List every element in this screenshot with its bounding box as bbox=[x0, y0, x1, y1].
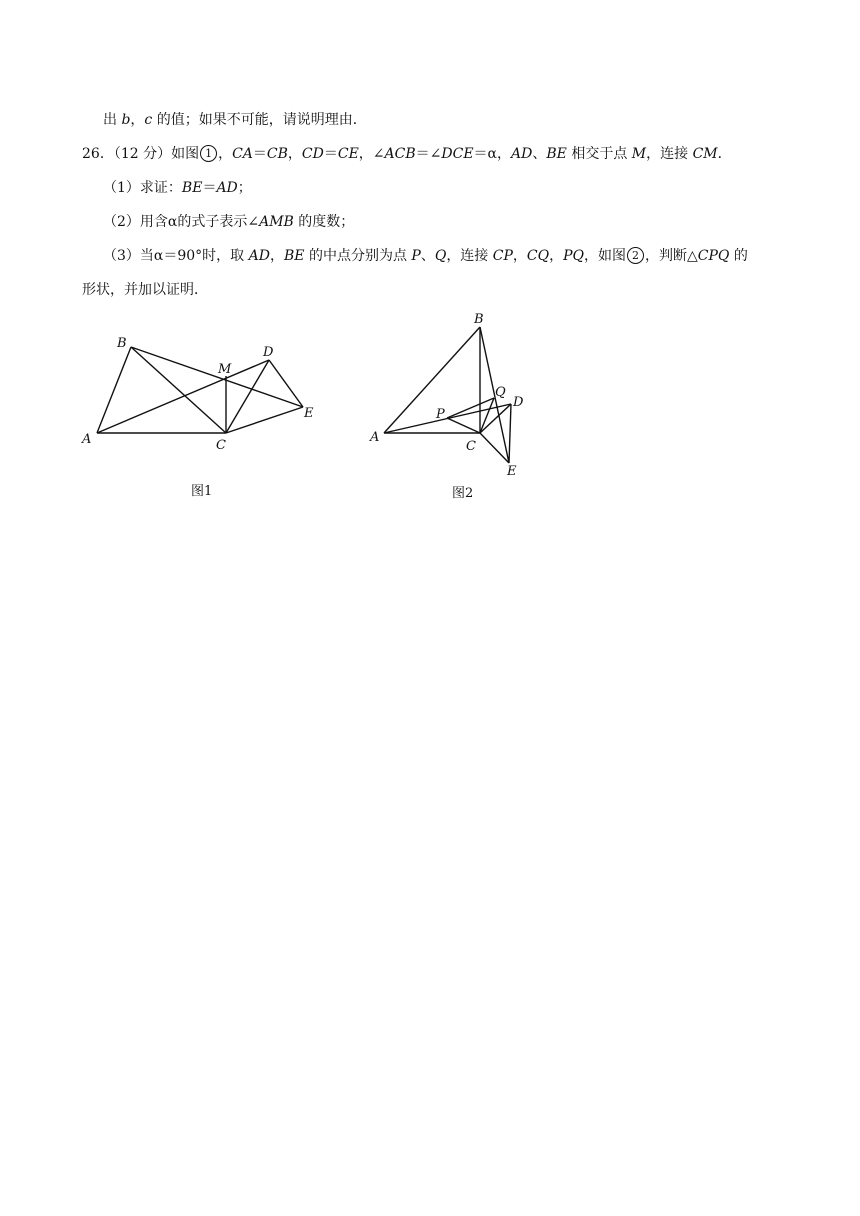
math-variable: CM bbox=[692, 146, 718, 162]
math-variable: PQ bbox=[563, 248, 585, 264]
math-variable: AD bbox=[216, 180, 238, 196]
label-D: D bbox=[513, 395, 524, 410]
math-variable: CQ bbox=[526, 248, 550, 264]
text: ， bbox=[512, 248, 527, 264]
text: （1）求证： bbox=[103, 180, 182, 196]
circled-number-1: 1 bbox=[200, 145, 217, 162]
label-C: C bbox=[466, 439, 476, 454]
text: ＝ bbox=[202, 180, 217, 196]
text: 相交于点 bbox=[566, 146, 632, 162]
segment-DE bbox=[269, 360, 303, 407]
math-variable: CA bbox=[232, 146, 253, 162]
text: ＝ bbox=[323, 146, 338, 162]
text: ，连接 bbox=[646, 146, 693, 162]
segment-AB bbox=[384, 327, 480, 433]
math-variable: ACB bbox=[384, 146, 416, 162]
circled-number-2: 2 bbox=[627, 247, 644, 264]
text: ， bbox=[287, 146, 302, 162]
text: 、 bbox=[532, 146, 547, 162]
text: ． bbox=[717, 146, 732, 162]
math-variable: CE bbox=[337, 146, 359, 162]
problem-number: 26． bbox=[82, 146, 114, 162]
math-variable: DCE bbox=[441, 146, 474, 162]
text: ； bbox=[237, 180, 252, 196]
segment-CD bbox=[480, 404, 511, 433]
text: 、 bbox=[420, 248, 435, 264]
text: 的值；如果不可能，请说明理由． bbox=[152, 112, 367, 128]
text: 的中点分别为点 bbox=[304, 248, 412, 264]
figure-1-caption: 图1 bbox=[191, 484, 213, 499]
label-D: D bbox=[263, 345, 274, 360]
label-A: A bbox=[82, 432, 92, 447]
label-P: P bbox=[436, 407, 445, 422]
segment-DE bbox=[509, 404, 511, 463]
question-3-continued-text: 形状，并加以证明． bbox=[82, 282, 208, 298]
text: ＝ bbox=[252, 146, 267, 162]
figures-svg bbox=[0, 0, 860, 520]
text: ，连接 bbox=[446, 248, 493, 264]
label-M: M bbox=[218, 362, 232, 377]
text: ， bbox=[549, 248, 564, 264]
text: （3）当α＝90°时，取 bbox=[103, 248, 249, 264]
math-variable: AMB bbox=[259, 214, 294, 230]
var-c: c bbox=[144, 112, 153, 128]
text: ，判断△ bbox=[645, 248, 698, 264]
math-variable: CPQ bbox=[697, 248, 730, 264]
segment-CP bbox=[447, 418, 480, 433]
text: （2）用含α的式子表示∠ bbox=[103, 214, 260, 230]
label-E: E bbox=[304, 406, 314, 421]
label-B: B bbox=[117, 336, 127, 351]
segment-CD bbox=[226, 360, 269, 433]
segment-CE bbox=[480, 433, 509, 463]
figure-1-labels bbox=[81, 336, 314, 499]
math-variable: CB bbox=[266, 146, 288, 162]
text: ， bbox=[218, 146, 233, 162]
text: ， bbox=[130, 112, 145, 128]
segment-AD bbox=[97, 360, 269, 433]
math-variable: BE bbox=[283, 248, 305, 264]
text: ，如图 bbox=[584, 248, 627, 264]
math-variable: M bbox=[631, 146, 647, 162]
text: 出 bbox=[103, 112, 122, 128]
text: 的 bbox=[729, 248, 748, 264]
math-variable: P bbox=[411, 248, 421, 264]
segment-BE bbox=[131, 347, 303, 407]
text: 的度数； bbox=[293, 214, 355, 230]
math-variable: BE bbox=[546, 146, 567, 162]
segment-CE bbox=[226, 407, 303, 433]
var-b: b bbox=[121, 112, 131, 128]
figure-2 bbox=[384, 327, 511, 463]
label-C: C bbox=[216, 438, 226, 453]
segment-BC bbox=[131, 347, 226, 433]
math-variable: CD bbox=[301, 146, 324, 162]
math-variable: BE bbox=[181, 180, 203, 196]
problem-score: （12 分）如图 bbox=[113, 146, 200, 162]
label-Q: Q bbox=[495, 385, 506, 400]
text: ， bbox=[269, 248, 284, 264]
math-variable: AD bbox=[248, 248, 270, 264]
label-B: B bbox=[474, 312, 484, 327]
text: ＝∠ bbox=[415, 146, 442, 162]
label-A: A bbox=[370, 430, 380, 445]
math-variable: AD bbox=[511, 146, 533, 162]
math-variable: CP bbox=[492, 248, 513, 264]
figure-2-caption: 图2 bbox=[452, 486, 474, 501]
label-E: E bbox=[507, 464, 517, 479]
text: ，∠ bbox=[358, 146, 385, 162]
math-variable: Q bbox=[434, 248, 447, 264]
text: ＝α， bbox=[473, 146, 512, 162]
